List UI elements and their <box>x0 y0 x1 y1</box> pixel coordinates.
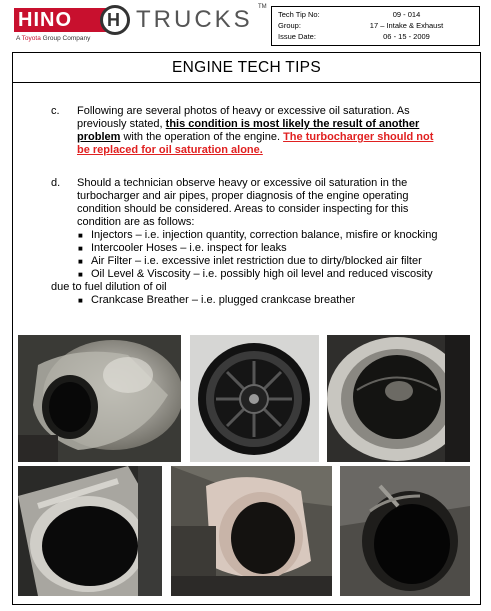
hino-trucks-logo <box>14 4 267 44</box>
section-d-line: turbocharger and air pipes, proper diagnosis of the engine operating <box>77 190 409 202</box>
section-c-label: c. <box>51 105 60 117</box>
turbo-photo-2 <box>190 335 319 462</box>
logo-trucks-text: TRUCKS <box>136 6 253 33</box>
section-c-line: Following are several photos of heavy or excessive oil saturation. As <box>77 105 410 117</box>
warning-text: be replaced for oil saturation alone. <box>77 144 263 156</box>
section-c-line: problem with the operation of the engine. The turbocharger should not <box>77 131 434 143</box>
section-d-line: condition are as follows: <box>77 216 195 228</box>
bullet-icon: ■ <box>78 244 83 253</box>
list-item-continuation: due to fuel dilution of oil <box>51 281 167 293</box>
list-item: ■ Crankcase Breather – i.e. plugged crankcase breather <box>78 294 356 306</box>
logo-tagline: A Toyota Group Company <box>16 35 91 42</box>
warning-text: The turbocharger should not <box>283 131 434 143</box>
section-d-line: condition should be considered. Areas to consider inspecting for this <box>77 203 409 215</box>
hino-emblem-icon: H <box>100 5 130 35</box>
air-pipe-photo-3 <box>340 466 470 596</box>
list-item: ■ Intercooler Hoses – i.e. inspect for leaks <box>78 242 287 254</box>
section-d-line: Should a technician observe heavy or excessive oil saturation in the <box>77 177 408 189</box>
air-pipe-photo-1 <box>18 466 162 596</box>
bullet-icon: ■ <box>78 296 83 305</box>
emphasis-text: problem <box>77 131 121 143</box>
turbo-photo-1 <box>18 335 181 462</box>
issue-date-value: 06 - 15 - 2009 <box>383 32 430 41</box>
turbo-photo-3 <box>327 335 470 462</box>
bullet-icon: ■ <box>78 257 83 266</box>
list-item: ■ Oil Level & Viscosity – i.e. possibly high oil level and reduced viscosity <box>78 268 433 280</box>
tech-tip-info-box <box>271 6 480 46</box>
air-pipe-photo-2 <box>171 466 332 596</box>
bullet-icon: ■ <box>78 270 83 279</box>
issue-date-label: Issue Date: <box>278 32 316 41</box>
bullet-icon: ■ <box>78 231 83 240</box>
list-item: ■ Air Filter – i.e. excessive inlet restriction due to dirty/blocked air filter <box>78 255 422 267</box>
group-label: Group: <box>278 21 301 30</box>
page-title: ENGINE TECH TIPS <box>13 53 480 83</box>
trademark-mark: TM <box>258 4 267 10</box>
list-item: ■ Injectors – i.e. injection quantity, correction balance, misfire or knocking <box>78 229 438 241</box>
tech-tip-label: Tech Tip No: <box>278 10 320 19</box>
group-value: 17 – Intake & Exhaust <box>369 21 444 30</box>
section-c-line: previously stated, this condition is most likely the result of another <box>77 118 420 130</box>
tech-tip-value: 09 - 014 <box>392 10 421 19</box>
logo-hino-text: HINO <box>14 8 106 32</box>
section-d-label: d. <box>51 177 61 189</box>
document-frame <box>12 52 481 605</box>
emphasis-text: this condition is most likely the result of another <box>165 118 420 130</box>
section-c-line <box>77 144 477 157</box>
